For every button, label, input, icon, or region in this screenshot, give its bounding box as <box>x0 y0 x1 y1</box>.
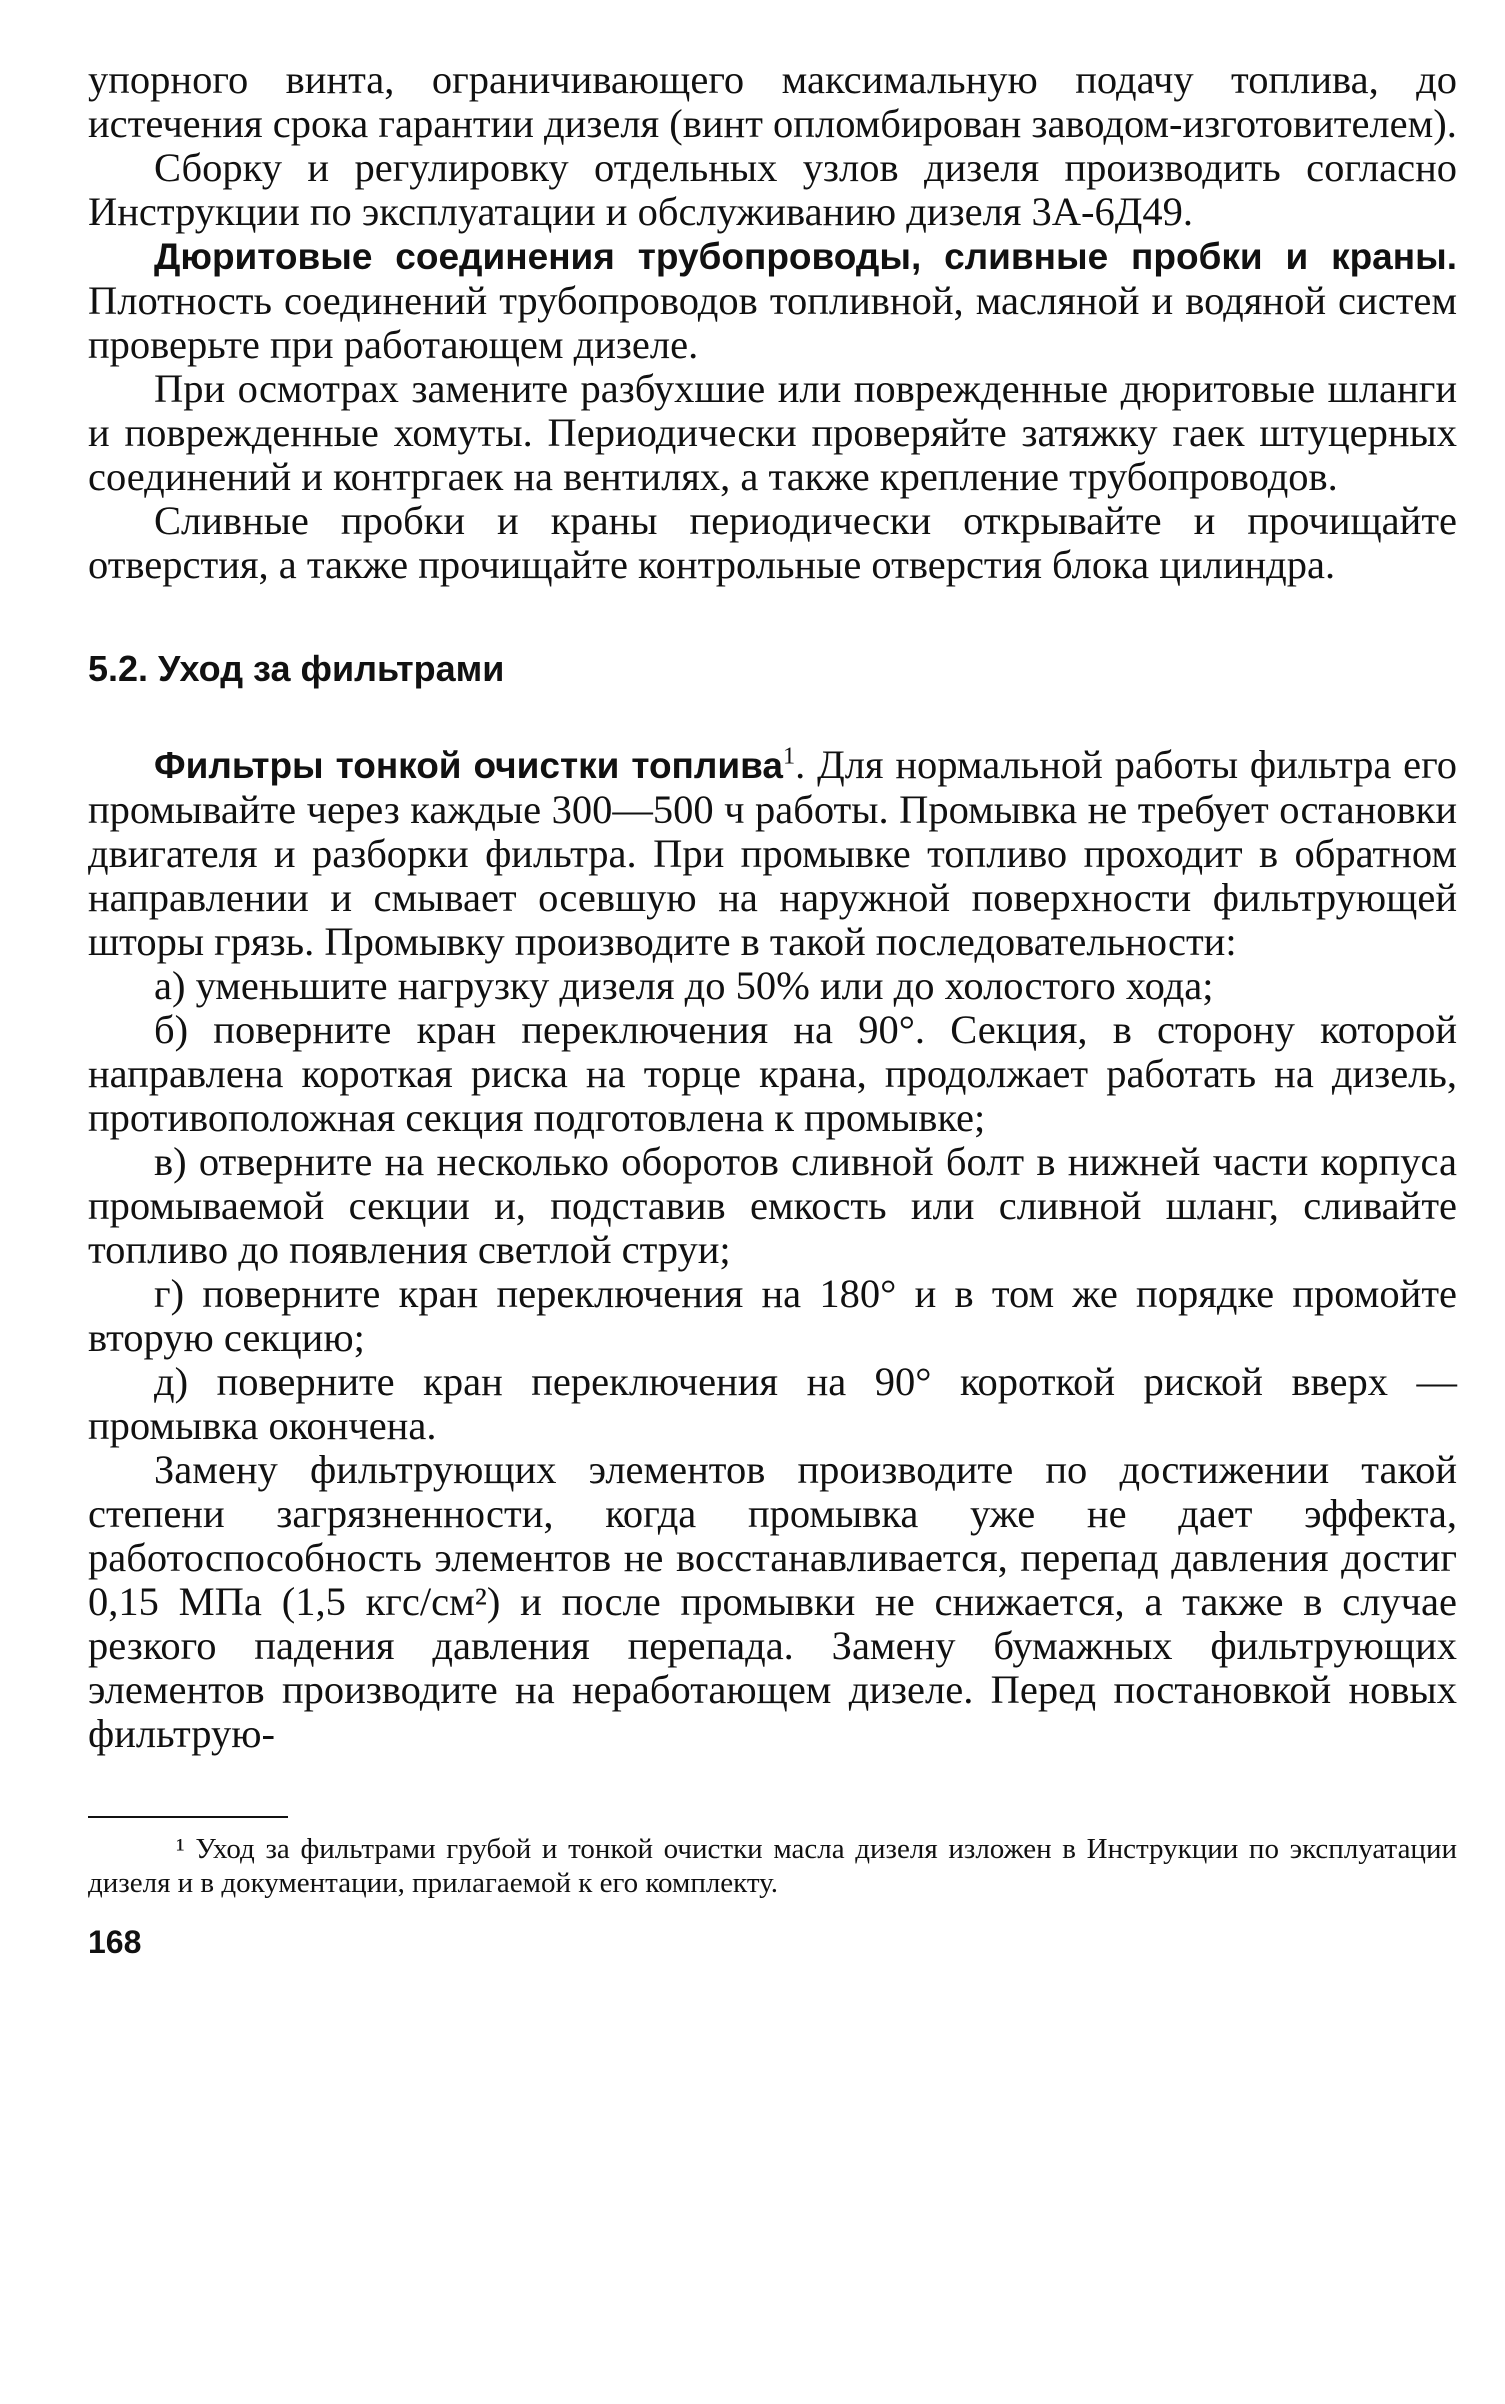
footnote-divider <box>88 1816 288 1818</box>
paragraph-3 <box>88 234 1457 367</box>
paragraph-3-text: Плотность соединений трубопроводов топливной, масляной и водяной систем проверьте при работающем дизеле. <box>88 278 1457 367</box>
step-b: б) поверните кран переключения на 90°. Секция, в сторону которой направлена короткая риска на торце крана, продолжает работать на дизель, противоположная секция подготовлена к промывке; <box>88 1007 1457 1140</box>
footnote-ref: 1 <box>783 742 796 770</box>
page-number: 168 <box>88 1924 142 1960</box>
step-d: г) поверните кран переключения на 180° и в том же порядке промойте вторую секцию; <box>88 1271 1457 1360</box>
step-a: а) уменьшите нагрузку дизеля до 50% или до холостого хода; <box>154 963 1214 1008</box>
step-c: в) отверните на несколько оборотов сливной болт в нижней части корпуса промываемой секции и, подставив емкость или сливной шланг, сливайте топливо до появления светлой струи; <box>88 1139 1457 1272</box>
section-intro-lead: Фильтры тонкой очистки топлива <box>154 745 783 786</box>
section-intro <box>88 743 1457 964</box>
paragraph-5: Сливные пробки и краны периодически открывайте и прочищайте отверстия, а также прочищайте контрольные отверстия блока цилиндра. <box>88 498 1457 587</box>
section-intro-text: . Для нормальной работы фильтра его промывайте через каждые 300—500 ч работы. Промывка не требует остановки двигателя и разборки фильтра. При промывке топливо проходит в обратном направлении и смывает осевшую на наружной поверхности фильтрующей шторы грязь. Промывку производите в такой последовательности: <box>88 742 1458 964</box>
footnote: ¹ Уход за фильтрами грубой и тонкой очистки масла дизеля изложен в Инструкции по эксплуатации дизеля и в документации, прилагаемой к его комплекту. <box>88 1833 1457 1899</box>
paragraph-3-lead: Дюритовые соединения трубопроводы, сливные пробки и краны. <box>154 236 1457 277</box>
paragraph-2: Сборку и регулировку отдельных узлов дизеля производить согласно Инструкции по эксплуатации и обслуживанию дизеля 3А-6Д49. <box>88 145 1457 234</box>
paragraph-1: упорного винта, ограничивающего максимальную подачу топлива, до истечения срока гарантии дизеля (винт опломбирован заводом-изготовителем). <box>88 57 1457 146</box>
replacement-paragraph: Замену фильтрующих элементов производите по достижении такой степени загрязненности, когда промывка уже не дает эффекта, работоспособность элементов не восстанавливается, перепад давления достиг 0,15 МПа (1,5 кгс/см²) и после промывки не снижается, а также в случае резкого падения давления перепада. Замену бумажных фильтрующих элементов производите на неработающем дизеле. Перед постановкой новых фильтрую- <box>88 1447 1457 1756</box>
section-heading: 5.2. Уход за фильтрами <box>88 648 505 689</box>
paragraph-4: При осмотрах замените разбухшие или поврежденные дюритовые шланги и поврежденные хомуты. Периодически проверяйте затяжку гаек штуцерных соединений и контргаек на вентилях, а также крепление трубопроводов. <box>88 366 1457 499</box>
step-e: д) поверните кран переключения на 90° короткой риской вверх — промывка окончена. <box>88 1359 1457 1448</box>
